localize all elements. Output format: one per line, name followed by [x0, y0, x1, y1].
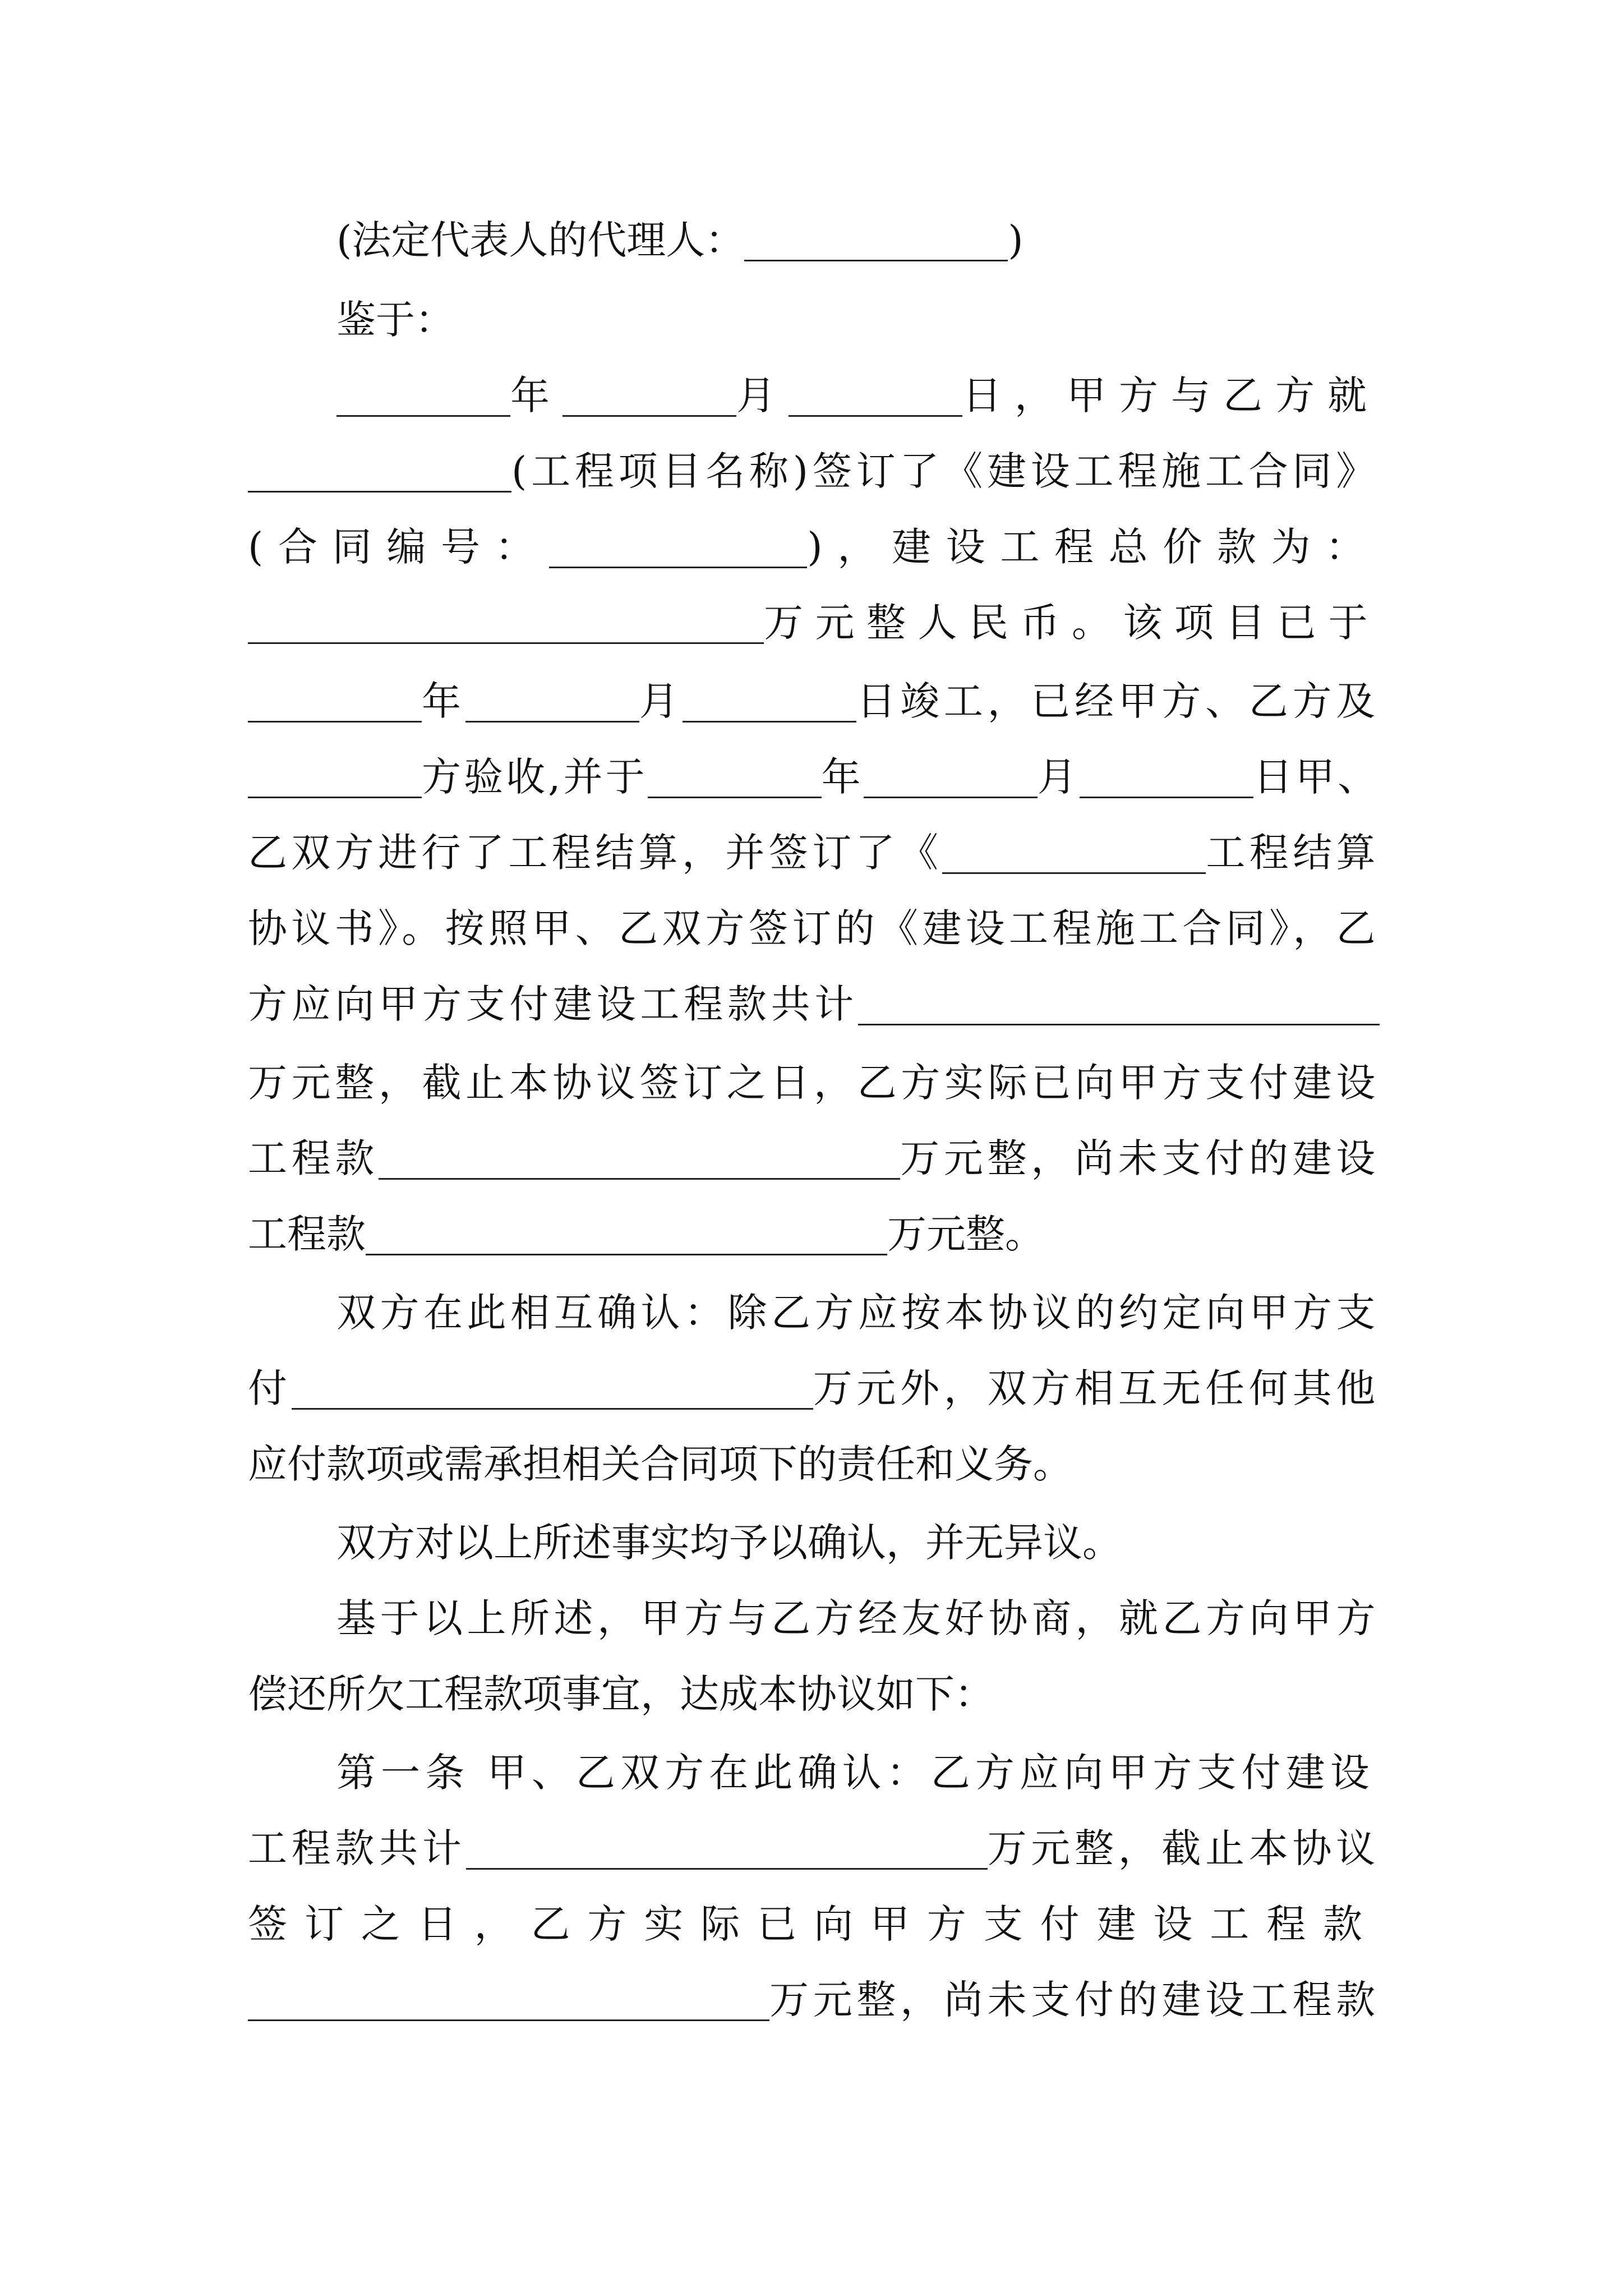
- text-segment: 应付款项或需承担相关合同项下的责任和义务。: [248, 1441, 1072, 1487]
- text-segment: (法定代表人的代理人：: [336, 217, 745, 263]
- text-segment: 万元整，尚未支付的建设工程款: [769, 1977, 1380, 2023]
- text-line-l06: [248, 589, 1380, 656]
- text-segment: 日，甲方与乙方就: [962, 372, 1380, 418]
- text-line-l23: [248, 1890, 1380, 1958]
- text-line-l14: [248, 1200, 1380, 1268]
- text-line-l21: [336, 1739, 1380, 1806]
- fill-in-blank: [465, 655, 639, 723]
- text-line-l24: [248, 1966, 1380, 2033]
- text-segment: 工程结算: [1206, 830, 1380, 876]
- text-segment: 付: [248, 1365, 292, 1411]
- text-segment: 月: [1037, 754, 1080, 800]
- fill-in-blank: [549, 501, 807, 568]
- text-line-l05: [248, 513, 1380, 581]
- text-line-l12: [248, 1049, 1380, 1116]
- fill-in-blank: [292, 1342, 813, 1410]
- text-line-l16: [248, 1355, 1380, 1422]
- text-line-l10: [248, 895, 1380, 962]
- text-line-l08: [248, 743, 1380, 811]
- text-line-l07: [248, 668, 1380, 735]
- text-line-l18: [336, 1509, 1380, 1576]
- text-segment: 月: [639, 678, 683, 724]
- text-segment: 万元整，截止本协议签订之日，乙方实际已向甲方支付建设: [248, 1060, 1380, 1106]
- text-line-l19: [336, 1585, 1380, 1652]
- text-segment: 年: [422, 678, 465, 724]
- fill-in-blank: [248, 577, 764, 644]
- text-segment: 工程款共计: [248, 1825, 466, 1871]
- text-line-l13: [248, 1125, 1380, 1192]
- fill-in-blank: [248, 425, 511, 493]
- text-line-l11: [248, 970, 1380, 1038]
- fill-in-blank: [744, 194, 1008, 261]
- text-segment: 双方对以上所述事实均予以确认，并无异议。: [336, 1520, 1122, 1566]
- text-segment: 万元外，双方相互无任何其他: [813, 1365, 1380, 1411]
- text-line-l09: [248, 819, 1380, 886]
- fill-in-blank: [858, 958, 1380, 1025]
- text-segment: 万元整，尚未支付的建设: [900, 1135, 1380, 1181]
- text-line-l02: [336, 286, 1380, 353]
- text-segment: 年: [821, 754, 864, 800]
- fill-in-blank: [789, 349, 962, 417]
- text-segment: 工程款: [248, 1211, 366, 1257]
- text-segment: 鉴于：: [336, 297, 454, 343]
- fill-in-blank: [248, 655, 422, 723]
- fill-in-blank: [1080, 731, 1253, 798]
- fill-in-blank: [466, 1802, 988, 1870]
- fill-in-blank: [562, 349, 736, 417]
- text-segment: 乙双方进行了工程结算，并签订了《: [248, 830, 943, 876]
- text-line-l15: [336, 1279, 1380, 1346]
- text-segment: 万元整，截止本协议: [987, 1825, 1380, 1871]
- fill-in-blank: [248, 731, 422, 798]
- text-segment: 第一条 甲、乙双方在此确认：乙方应向甲方支付建设: [336, 1750, 1375, 1796]
- fill-in-blank: [366, 1188, 887, 1255]
- text-segment: 万元整。: [887, 1211, 1044, 1257]
- text-segment: 基于以上所述，甲方与乙方经友好协商，就乙方向甲方: [336, 1595, 1380, 1641]
- text-line-l20: [248, 1660, 1380, 1728]
- fill-in-blank: [379, 1112, 900, 1180]
- text-line-l04: [248, 438, 1380, 505]
- fill-in-blank: [942, 807, 1206, 874]
- text-segment: 月: [736, 372, 789, 418]
- text-line-l22: [248, 1815, 1380, 1882]
- text-line-l17: [248, 1430, 1380, 1498]
- text-segment: 年: [510, 372, 562, 418]
- fill-in-blank: [336, 349, 510, 417]
- text-segment: 签订之日，乙方实际已向甲方支付建设工程款: [248, 1901, 1380, 1947]
- text-segment: (工程项目名称)签订了《建设工程施工合同》: [511, 448, 1380, 494]
- text-segment: 双方在此相互确认：除乙方应按本协议的约定向甲方支: [336, 1290, 1380, 1336]
- fill-in-blank: [648, 731, 822, 798]
- text-segment: 日甲、: [1253, 754, 1380, 800]
- text-segment: 方应向甲方支付建设工程款共计: [248, 981, 858, 1027]
- text-segment: 协议书》。按照甲、乙双方签订的《建设工程施工合同》，乙: [248, 905, 1380, 951]
- text-segment: ): [1008, 217, 1023, 263]
- text-segment: 偿还所欠工程款项事宜，达成本协议如下：: [248, 1671, 994, 1717]
- fill-in-blank: [248, 1954, 769, 2021]
- text-segment: 日竣工，已经甲方、乙方及: [856, 678, 1380, 724]
- text-segment: (合同编号：: [248, 524, 550, 570]
- text-line-l01: [336, 206, 1380, 274]
- text-segment: 万元整人民币。该项目已于: [764, 600, 1380, 646]
- fill-in-blank: [864, 731, 1038, 798]
- text-segment: )，建设工程总价款为：: [807, 524, 1380, 570]
- text-line-l03: [336, 362, 1380, 429]
- text-segment: 方验收,并于: [422, 754, 648, 800]
- fill-in-blank: [683, 655, 856, 723]
- text-segment: 工程款: [248, 1135, 379, 1181]
